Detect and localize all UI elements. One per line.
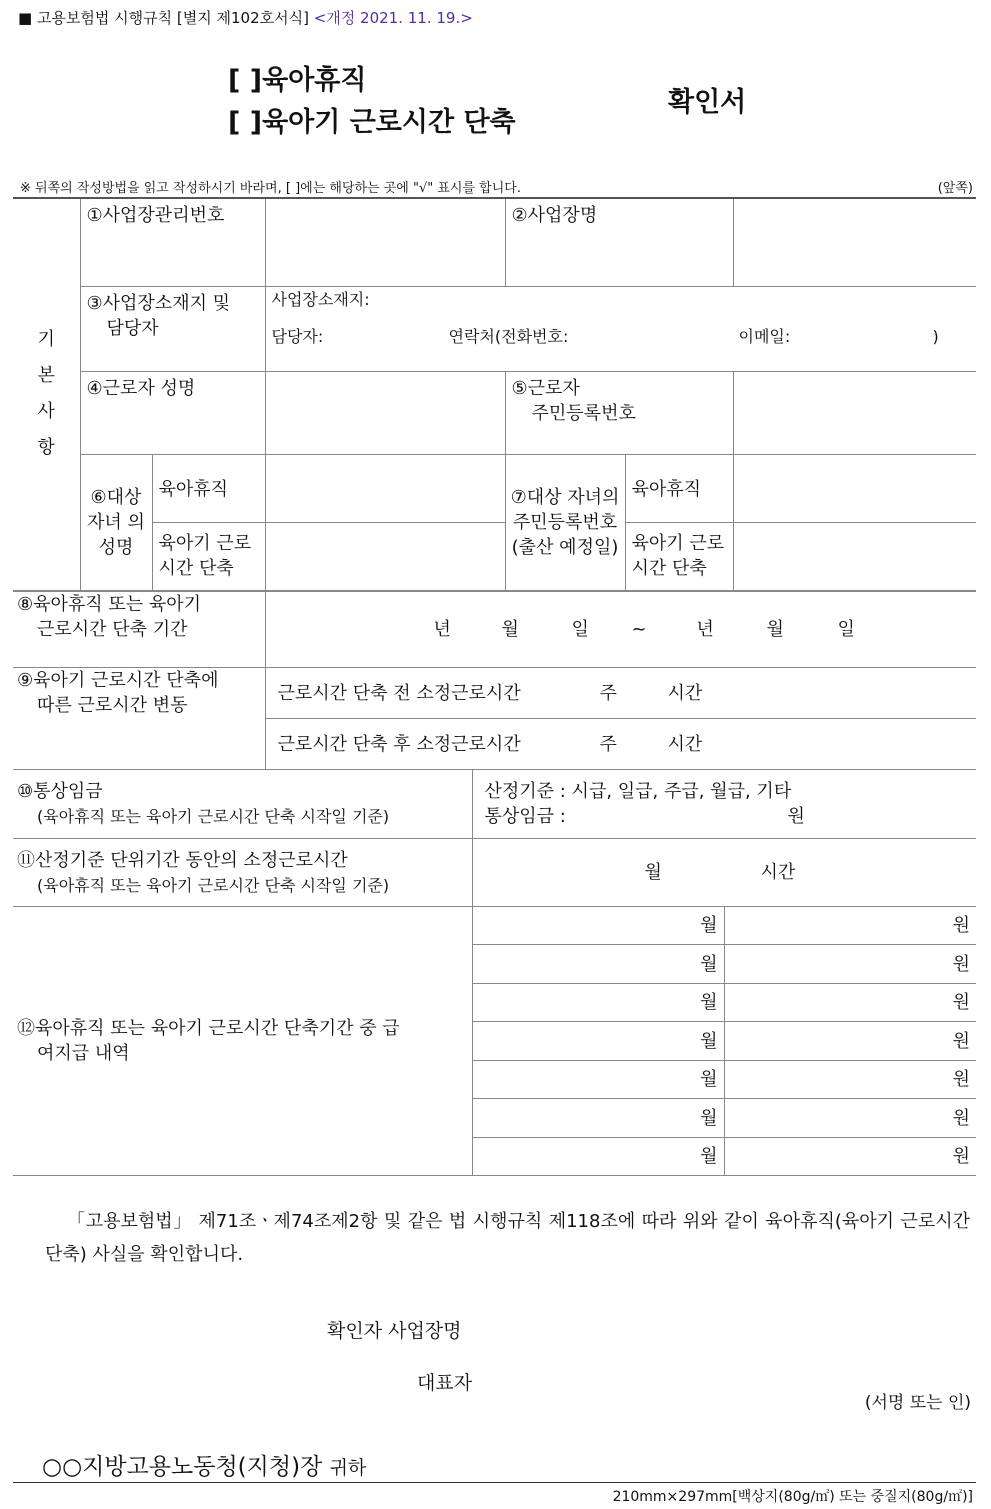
form-header xyxy=(18,7,473,28)
child-name-reduce-label: 육아기 근로 시간 단축 xyxy=(152,522,265,590)
instruction-text: ※ 뒤쪽의 작성방법을 읽고 작성하시기 바라며, [ ]에는 해당하는 곳에 "√" 표시를 합니다. xyxy=(20,181,521,196)
page-side-label: (앞쪽) xyxy=(937,181,973,196)
pay-month-field[interactable]: 월 xyxy=(472,945,724,984)
pay-month-field[interactable]: 월 xyxy=(472,1022,724,1061)
pay-amount-field[interactable]: 원 xyxy=(724,1022,976,1061)
pay-amount-field[interactable]: 원 xyxy=(724,945,976,984)
pay-amount-field[interactable]: 원 xyxy=(724,984,976,1022)
title-leave: [ ]육아휴직 xyxy=(228,65,367,96)
pay-month-field[interactable]: 월 xyxy=(472,1099,724,1138)
pay-amount-field[interactable]: 원 xyxy=(724,1061,976,1099)
basic-section-label: 기 본 사 항 xyxy=(13,198,80,590)
ordinary-wage-field[interactable]: 산정기준 : 시급, 일급, 주급, 월급, 기타 통상임금 : 원 xyxy=(472,770,976,839)
child-name-reduce-field[interactable] xyxy=(265,522,505,590)
regulation-label: ■ 고용보험법 시행규칙 [별지 제102호서식] xyxy=(18,9,309,27)
worker-resident-number-label: ⑤근로자 주민등록번호 xyxy=(505,371,733,454)
hours-after-field[interactable]: 근로시간 단축 후 소정근로시간 주 시간 xyxy=(265,719,976,770)
pay-amount-field[interactable]: 원 xyxy=(724,907,976,945)
declaration-text: 「고용보험법」 제71조ㆍ제74조제2항 및 같은 법 시행규칙 제118조에 따라 위와 같이 육아휴직(육아기 근로시간 단축) 사실을 확인합니다. xyxy=(45,1211,970,1265)
worker-name-field[interactable] xyxy=(265,371,505,454)
signature-mark: (서명 또는 인) xyxy=(864,1393,971,1413)
hours-change-label: ⑨육아기 근로시간 단축에 따른 근로시간 변동 xyxy=(13,668,265,770)
child-resident-reduce-field[interactable] xyxy=(733,522,976,590)
worker-resident-number-field[interactable] xyxy=(733,371,976,454)
pay-amount-field[interactable]: 원 xyxy=(724,1138,976,1176)
period-label: ⑧육아휴직 또는 육아기 근로시간 단축 기간 xyxy=(13,592,265,668)
child-resident-leave-field[interactable] xyxy=(733,454,976,522)
child-resident-reduce-label: 육아기 근로 시간 단축 xyxy=(625,522,733,590)
child-resident-leave-label: 육아휴직 xyxy=(625,454,733,522)
addressee xyxy=(42,1448,366,1481)
addressee-suffix: 귀하 xyxy=(329,1457,367,1479)
pay-month-field[interactable]: 월 xyxy=(472,1061,724,1099)
period-wage-table xyxy=(13,591,976,1176)
period-field[interactable]: 년 월 일 ~ 년 월 일 xyxy=(265,592,976,668)
workplace-name-label: ②사업장명 xyxy=(505,198,733,286)
confirmation-form-table xyxy=(13,197,976,591)
worker-name-label: ④근로자 성명 xyxy=(80,371,265,454)
workplace-address-label: ③사업장소재지 및 담당자 xyxy=(80,286,265,371)
revision-date: <개정 2021. 11. 19.> xyxy=(313,9,473,27)
paper-spec: 210mm×297mm[백상지(80g/㎡) 또는 중질지(80g/㎡)] xyxy=(612,1489,973,1505)
pay-month-field[interactable]: 월 xyxy=(472,907,724,945)
footer-divider xyxy=(13,1482,976,1483)
pay-amount-field[interactable]: 원 xyxy=(724,1099,976,1138)
child-name-leave-label: 육아휴직 xyxy=(152,454,265,522)
child-resident-number-label: ⑦대상 자녀의 주민등록번호 (출산 예정일) xyxy=(505,454,625,590)
workplace-address-field[interactable]: 사업장소재지: 담당자: 연락처(전화번호: 이메일: ) xyxy=(265,286,976,371)
signer-company-label: 확인자 사업장명 xyxy=(327,1320,462,1342)
child-name-leave-field[interactable] xyxy=(265,454,505,522)
workplace-number-label: ①사업장관리번호 xyxy=(80,198,265,286)
ordinary-wage-label: ⑩통상임금 (육아휴직 또는 육아기 근로시간 단축 시작일 기준) xyxy=(13,770,472,839)
unit-hours-field[interactable]: 월 시간 xyxy=(472,839,976,907)
representative-label: 대표자 xyxy=(417,1372,473,1394)
workplace-number-field[interactable] xyxy=(265,198,505,286)
addressee-office: ○○지방고용노동청(지청)장 xyxy=(42,1454,323,1480)
pay-month-field[interactable]: 월 xyxy=(472,1138,724,1176)
child-name-label: ⑥대상 자녀 의 성명 xyxy=(80,454,152,590)
title-confirmation: 확인서 xyxy=(668,87,747,118)
hours-before-field[interactable]: 근로시간 단축 전 소정근로시간 주 시간 xyxy=(265,668,976,719)
pay-history-label: ⑫육아휴직 또는 육아기 근로시간 단축기간 중 급 여지급 내역 xyxy=(13,907,472,1176)
pay-month-field[interactable]: 월 xyxy=(472,984,724,1022)
workplace-name-field[interactable] xyxy=(733,198,976,286)
unit-hours-label: ⑪산정기준 단위기간 동안의 소정근로시간 (육아휴직 또는 육아기 근로시간 단축 시작일 기준) xyxy=(13,839,472,907)
title-reduction: [ ]육아기 근로시간 단축 xyxy=(228,107,516,138)
